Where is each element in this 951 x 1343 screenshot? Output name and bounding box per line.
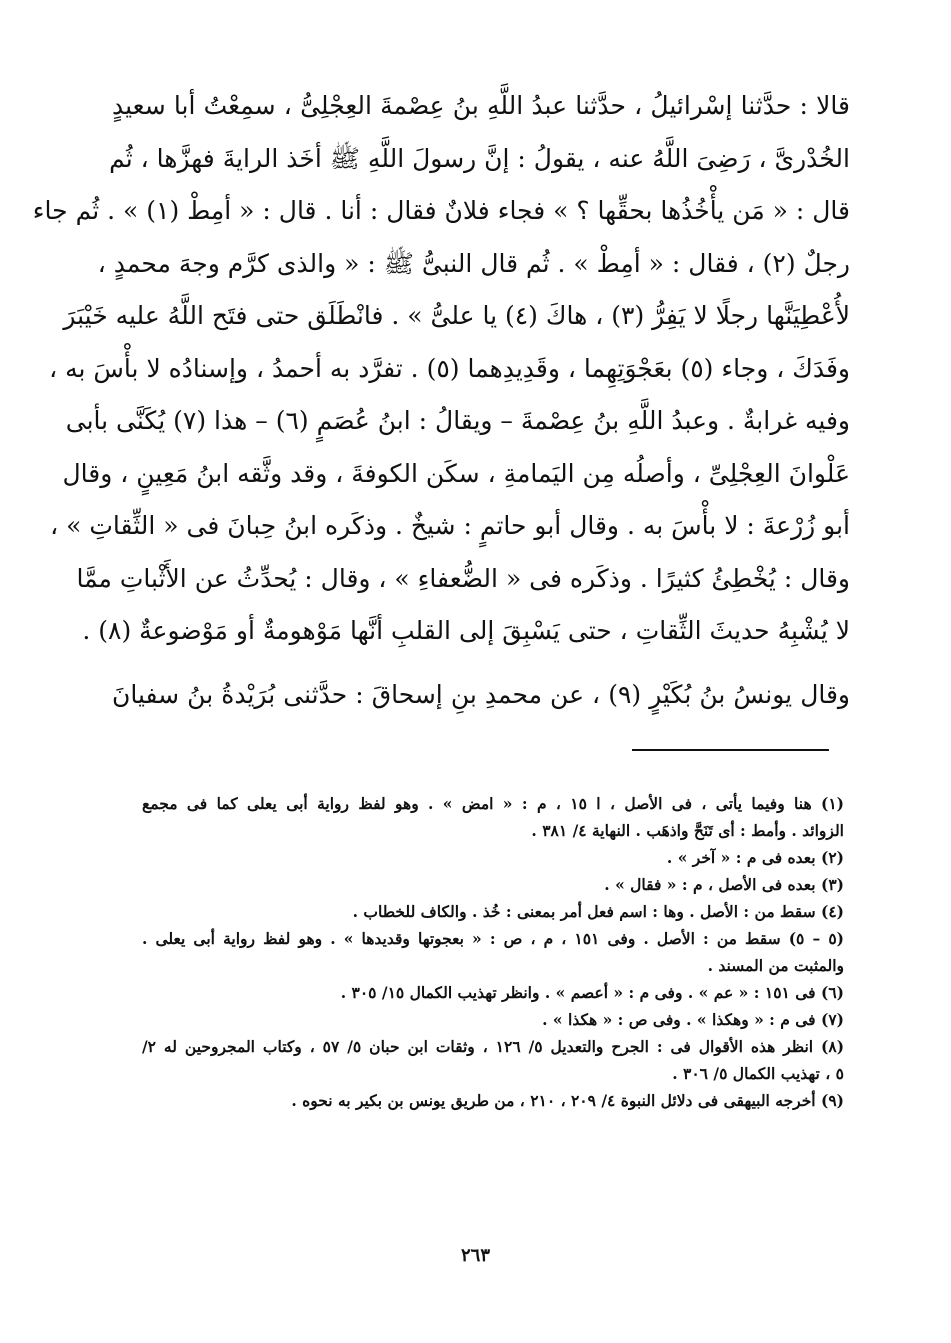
footnote-line: (٣) بعده فى الأصل ، م : « فقال » .: [604, 875, 844, 894]
main-text-line: وفَدَكَ ، وجاء (٥) بعَجْوَتِهِما ، وقَدِيدِهما (٥) . تفرَّد به أحمدُ ، وإسنادُه لا بأْسَ به ،: [49, 353, 850, 383]
main-text-line: قال : « مَن يأْخُذُها بحقِّها ؟ » فجاء فلانٌ فقال : أنا . قال : « أمِطْ (١) » . ثُم جاء: [32, 196, 850, 225]
main-text-line: قالا : حدَّثنا إسْرائيلُ ، حدَّثنا عبدُ اللَّهِ بنُ عِصْمةَ العِجْلِىُّ ، سمِعْتُ أبا سعيدٍ: [112, 91, 850, 120]
footnotes: [142, 790, 844, 1114]
main-text-line: وقال : يُخْطِئُ كثيرًا . وذكَره فى « الضُّعفاءِ » ، وقال : يُحدِّثُ عن الأَثْباتِ ممَّا: [76, 563, 850, 593]
footnote-line: الزوائد . وأمط : أى تَنَحَّ واذهَب . النهاية ٤/ ٣٨١ .: [531, 821, 844, 840]
main-text-line: أبو زُرْعةَ : لا بأْسَ به . وقال أبو حاتمٍ : شيخٌ . وذكَره ابنُ حِبانَ فى « الثِّقاتِ » ،: [50, 511, 850, 540]
footnote-line: (٦) فى ١٥١ : « عم » . وفى م : « أعصم » . وانظر تهذيب الكمال ١٥/ ٣٠٥ .: [340, 983, 844, 1002]
main-text-line: عَلْوانَ العِجْلِىِّ ، وأصلُه مِن اليَمامةِ ، سكَن الكوفةَ ، وقد وثَّقه ابنُ مَعِينٍ ، وقال: [62, 458, 850, 488]
main-text: [32, 80, 851, 721]
footnote-line: (٤) سقط من : الأصل . وها : اسم فعل أمر بمعنى : خُذ . والكاف للخطاب .: [352, 902, 844, 921]
footnote-line: (٩) أخرجه البيهقى فى دلائل النبوة ٤/ ٢٠٩ ، ٢١٠ ، من طريق يونس بن بكير به نحوه .: [291, 1091, 844, 1110]
footnote-line: (٧) فى م : « وهكذا » . وفى ص : « هكذا » .: [542, 1010, 844, 1029]
page-number: ٢٦٣: [460, 1245, 490, 1266]
main-text-line: وقال يونسُ بنُ بُكَيْرٍ (٩) ، عن محمدِ بنِ إسحاقَ : حدَّثنى بُرَيْدةُ بنُ سفيانَ: [112, 679, 851, 709]
main-text-line: وفيه غرابةٌ . وعبدُ اللَّهِ بنُ عِصْمةَ – ويقالُ : ابنُ عُصَمٍ (٦) – هذا (٧) يُكَنَّى بأبى: [65, 406, 850, 435]
main-text-line: لا يُشْبِهُ حديثَ الثِّقاتِ ، حتى يَسْبِقَ إلى القلبِ أنَّها مَوْهومةٌ أو مَوْضوعةٌ (٨) .: [82, 616, 850, 645]
main-text-line: لأُعْطِيَنَّها رجلًا لا يَفِرُّ (٣) ، هاكَ (٤) يا علىُّ » . فانْطَلَق حتى فتَح اللَّهُ عليه خَيْبَرَ: [63, 301, 850, 330]
footnote-line: ٥ ، تهذيب الكمال ٥/ ٣٠٦ .: [672, 1064, 844, 1083]
footnote-line: (١) هنا وفيما يأتى ، فى الأصل ، ا ١٥ ، م : « امض » . وهو لفظ رواية أبى يعلى كما فى مجمع: [142, 794, 844, 813]
main-text-line: الخُدْرىَّ ، رَضِىَ اللَّهُ عنه ، يقولُ : إنَّ رسولَ اللَّهِ ﷺ أخَذ الرايةَ فهزَّها ، ثُم: [109, 143, 850, 173]
footnote-line: (٥ – ٥) سقط من : الأصل . وفى ١٥١ ، م ، ص : « بعجوتها وقديدها » . وهو لفظ رواية أبى يعلى .: [142, 929, 844, 948]
footnote-line: والمثبت من المسند .: [707, 956, 844, 975]
footnote-line: (٨) انظر هذه الأقوال فى : الجرح والتعديل ٥/ ١٢٦ ، وثقات ابن حبان ٥/ ٥٧ ، وكتاب المجروحين له ٢/: [142, 1037, 845, 1056]
footnote-separator: [632, 749, 829, 751]
footnote-line: (٢) بعده فى م : « آخر » .: [666, 848, 844, 867]
main-text-line: رجلٌ (٢) ، فقال : « أمِطْ » . ثُم قال النبىُّ ﷺ : « والذى كرَّم وجهَ محمدٍ ،: [97, 248, 850, 278]
